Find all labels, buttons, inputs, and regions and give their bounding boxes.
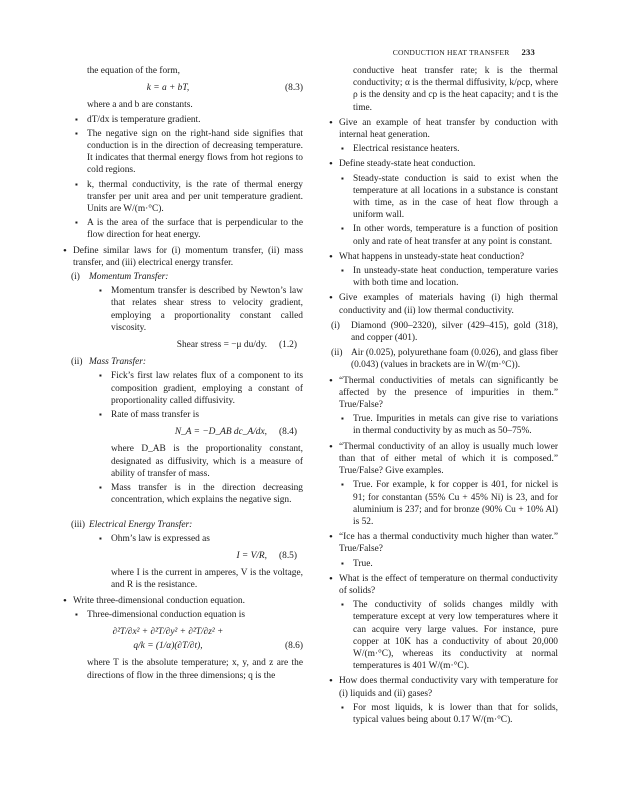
list-item: ▪ Ohm’s law is expressed as [63,533,303,545]
list-item: ▪ The conductivity of solids changes mildly with temperature except at very low temperatures where it can acquire very large values. For instance, pure copper at 10K has a conductivity of about 20,000 W/(m·°C), whereas its conductivity at normal temperatures is 401 W/(m·°C). [329,599,558,672]
equation-8-5 [63,550,303,562]
item-text: Air (0.025), polyurethane foam (0.026), and glass fiber (0.043) (values in brackets are in W/(m·°C)). [351,348,558,371]
equation-expression: Shear stress = −μ du/dy. [176,340,267,351]
right-column [329,65,558,726]
numbered-item [329,320,558,344]
paragraph: where D_AB is the proportionality constant, designated as diffusivity, which is a measure of ability of transfer of mass. [111,444,303,479]
item-label: (ii) [71,357,83,368]
list-item: ▪ k, thermal conductivity, is the rate of thermal energy transfer per unit area and per unit temperature gradient. Units are W/(m·°C). [63,179,303,216]
list-item: ▪ Fick’s first law relates flux of a component to its composition gradient, employing a constant of proportionality called diffusivity. [63,370,303,407]
equation-number: (8.5) [279,550,297,561]
item-label: (ii) [331,348,343,359]
item-label: (iii) [71,519,86,530]
question-item: • Give examples of materials having (i) high thermal conductivity and (ii) low thermal conductivity. [329,292,558,316]
paragraph: where T is the absolute temperature; x, y, and z are the directions of flow in the three dimensions; q is the [87,658,303,681]
equation-expression: ∂²T/∂x² + ∂²T/∂y² + ∂²T/∂z² + [112,626,224,637]
list-item: ▪ A is the area of the surface that is perpendicular to the flow direction for heat energy. [63,217,303,241]
list-item: ▪ True. [329,558,558,570]
left-column [63,65,303,682]
numbered-heading [63,271,303,283]
running-title: CONDUCTION HEAT TRANSFER [392,48,510,57]
page-number: 233 [521,47,535,57]
equation-number: (1.2) [279,340,297,351]
question-item: • Write three-dimensional conduction equation. [63,595,303,607]
question-item: • “Thermal conductivity of an alloy is usually much lower than that of either metal of which it is composed.” True/False? Give examples. [329,441,558,478]
list-item: ▪ In unsteady-state heat conduction, temperature varies with both time and location. [329,265,558,289]
numbered-heading [63,356,303,368]
paragraph: conductive heat transfer rate; k is the thermal conductivity; α is the thermal diffusivity, k/ρcp, where ρ is the density and cp is the heat capacity; and t is the time. [353,66,558,113]
question-item: • Define steady-state heat conduction. [329,158,558,170]
equation-expression: N_A = −D_AB dc_A/dx, [174,427,267,438]
list-item: ▪ dT/dx is temperature gradient. [63,114,303,126]
paragraph: where I is the current in amperes, V is the voltage, and R is the resistance. [111,568,303,591]
subheading: Electrical Energy Transfer: [89,519,193,530]
equation-expression: q/k = (1/α)(∂T/∂t), [133,641,203,652]
list-item: ▪ True. For example, k for copper is 401, for nickel is 91; for constantan (55% Cu + 45% Ni) is 23, and for aluminium is 237; and for bronze (90% Cu + 10% Al) is 52. [329,479,558,528]
question-item: • “Ice has a thermal conductivity much higher than water.” True/False? [329,531,558,555]
question-item: • What is the effect of temperature on thermal conductivity of solids? [329,573,558,597]
paragraph: where a and b are constants. [87,100,193,111]
running-header [330,46,535,59]
question-item: • Define similar laws for (i) momentum transfer, (ii) mass transfer, and (iii) electrical energy transfer. [63,245,303,269]
list-item: ▪ Electrical resistance heaters. [329,143,558,155]
equation-8-4 [63,426,303,438]
item-text: Diamond (900–2320), silver (429–415), gold (318), and copper (401). [351,320,558,344]
equation-8-6-line-2 [63,640,303,652]
equation-8-6-line-1 [63,626,303,638]
list-item: ▪ In other words, temperature is a function of position only and rate of heat transfer at any point is constant. [329,223,558,247]
subheading: Mass Transfer: [89,357,147,368]
question-item: • “Thermal conductivities of metals can significantly be affected by the presence of impurities in them.” True/False? [329,375,558,412]
question-item: • How does thermal conductivity vary with temperature for (i) liquids and (ii) gases? [329,675,558,699]
equation-number: (8.4) [279,427,297,438]
paragraph: the equation of the form, [87,66,180,76]
question-item: • What happens in unsteady-state heat conduction? [329,251,558,263]
list-item: ▪ Steady-state conduction is said to exist when the temperature at all locations in a substance is constant with time, as in the case of heat flow through a uniform wall. [329,173,558,222]
numbered-item [329,347,558,371]
list-item: ▪ Rate of mass transfer is [63,409,303,421]
list-item: ▪ Three-dimensional conduction equation is [63,609,303,621]
equation-expression: k = a + bT, [146,83,190,94]
numbered-heading [63,519,303,531]
list-item: ▪ For most liquids, k is lower than that for solids, typical values being about 0.17 W/(m·°C). [329,702,558,726]
list-item: ▪ The negative sign on the right-hand side signifies that conduction is in the direction of decreasing temperature. It indicates that thermal energy flows from hot regions to cold regions. [63,128,303,177]
subheading: Momentum Transfer: [89,272,169,283]
list-item: ▪ Momentum transfer is described by Newton’s law that relates shear stress to velocity gradient, employing a proportionality constant called viscosity. [63,285,303,334]
equation-1-2 [63,339,303,351]
equation-expression: I = V/R, [236,550,267,561]
list-item: ▪ Mass transfer is in the direction decreasing concentration, which explains the negative sign. [63,482,303,506]
list-item: ▪ True. Impurities in metals can give rise to variations in thermal conductivity by as much as 50–75%. [329,413,558,437]
equation-number: (8.6) [285,641,303,652]
item-label: (i) [71,272,80,283]
equation-8-3 [63,82,303,94]
item-label: (i) [331,320,340,331]
question-item: • Give an example of heat transfer by conduction with internal heat generation. [329,117,558,141]
equation-number: (8.3) [285,83,303,94]
